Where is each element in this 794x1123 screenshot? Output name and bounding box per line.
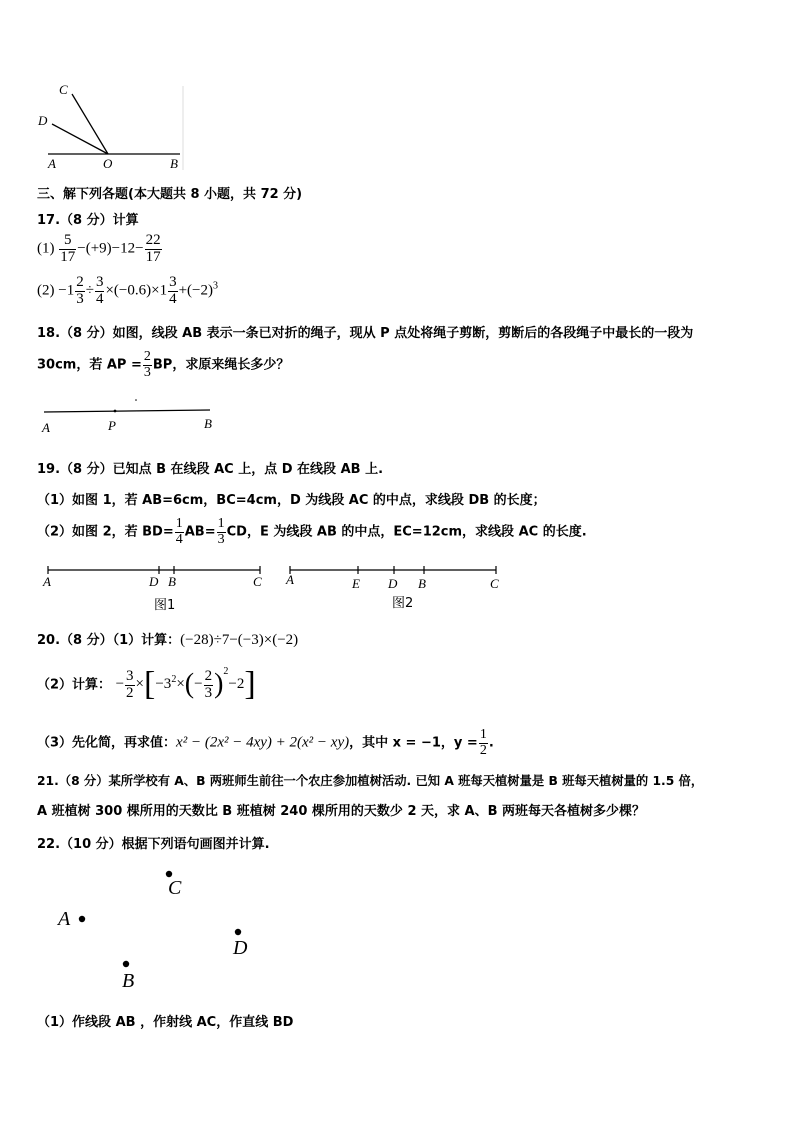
point-p <box>114 410 117 413</box>
q18-line2: 30cm，若 AP = $\frac{2}{3}$ BP，求原来绳长多少？ <box>37 349 290 380</box>
q21-line2: A 班植树 300 棵所用的天数比 B 班植树 240 棵所用的天数少 2 天，求 A、B 两班每天各植树多少棵？ <box>37 804 646 819</box>
label-e: E <box>352 576 360 591</box>
label-b: B <box>122 970 135 992</box>
label-d: D <box>388 576 398 591</box>
point-a <box>79 916 85 922</box>
figure-1 <box>38 558 273 614</box>
q17-part1: (1) $\frac{5}{17}$ −(+9)−12− $\frac{22}{17}$ <box>37 232 161 265</box>
label-a: A <box>286 572 294 587</box>
q19-line2: （1）如图 1，若 AB=6cm，BC=4cm，D 为线段 AC 的中点，求线段 DB 的长度； <box>37 493 546 508</box>
q17-heading: 17.（8 分）计算 <box>37 213 139 228</box>
q19-line3: （2）如图 2，若 BD= $\frac{1}{4}$ AB= $\frac{1}{3}$ CD，E 为线段 AB 的中点，EC=12cm，求线段 AC 的长度. <box>37 516 587 547</box>
label-b: B <box>204 416 212 431</box>
caption: 图2 <box>392 596 414 611</box>
rope-figure <box>38 398 223 438</box>
figure-2 <box>283 558 508 614</box>
label-a: A <box>58 908 71 930</box>
label-d: D <box>38 113 48 128</box>
label-o: O <box>103 156 113 171</box>
q17-part2: (2) −1 $\frac{2}{3}$ ÷ $\frac{3}{4}$ ×(−0.6)×1 $\frac{3}{4}$ $+(-2)^3$ <box>37 274 218 307</box>
q20-part1: 20.（8 分）（1）计算：(−28)÷7−(−3)×(−2) <box>37 632 299 648</box>
label-p: P <box>108 418 116 433</box>
label-c: C <box>59 82 68 97</box>
q22-sub1: （1）作线段 AB ，作射线 AC，作直线 BD <box>37 1015 294 1030</box>
point-b <box>123 961 129 967</box>
section-heading: 三、解下列各题(本大题共 8 小题，共 72 分) <box>37 187 303 202</box>
q20-part2: （2）计算： − $\frac{3}{2}$ $\times[-3^2\times(-$ $\frac{2}{3}$ )$^2$−2] <box>37 666 256 703</box>
q19-line1: 19.（8 分）已知点 B 在线段 AC 上，点 D 在线段 AB 上. <box>37 462 384 477</box>
label-a: A <box>48 156 56 171</box>
segment-ab <box>44 410 210 412</box>
label-c: C <box>253 574 262 589</box>
label-b: B <box>168 574 176 589</box>
caption: 图1 <box>154 598 176 613</box>
label-d: D <box>149 574 159 589</box>
point-d <box>235 929 241 935</box>
label-c: C <box>168 877 182 899</box>
label-c: C <box>490 576 499 591</box>
label-d: D <box>233 937 248 959</box>
label-b: B <box>170 156 178 171</box>
points-figure <box>50 862 270 992</box>
angle-figure <box>30 78 190 173</box>
label-a: A <box>43 574 51 589</box>
q22-heading: 22.（10 分）根据下列语句画图并计算. <box>37 837 270 852</box>
label-a: A <box>42 420 50 435</box>
q21-line1: 21.（8 分）某所学校有 A、B 两班师生前往一个农庄参加植树活动. 已知 A 班每天植树量是 B 班每天植树量的 1.5 倍， <box>37 774 704 788</box>
label-b: B <box>418 576 426 591</box>
q20-part3: （3）先化简，再求值：x² − (2x² − 4xy) + 2(x² − xy)，其中 x = −1，y = $\frac{1}{2}$ . <box>37 727 494 758</box>
q18-line1: 18.（8 分）如图，线段 AB 表示一条已对折的绳子，现从 P 点处将绳子剪断，剪断后的各段绳子中最长的一段为 <box>37 326 694 341</box>
